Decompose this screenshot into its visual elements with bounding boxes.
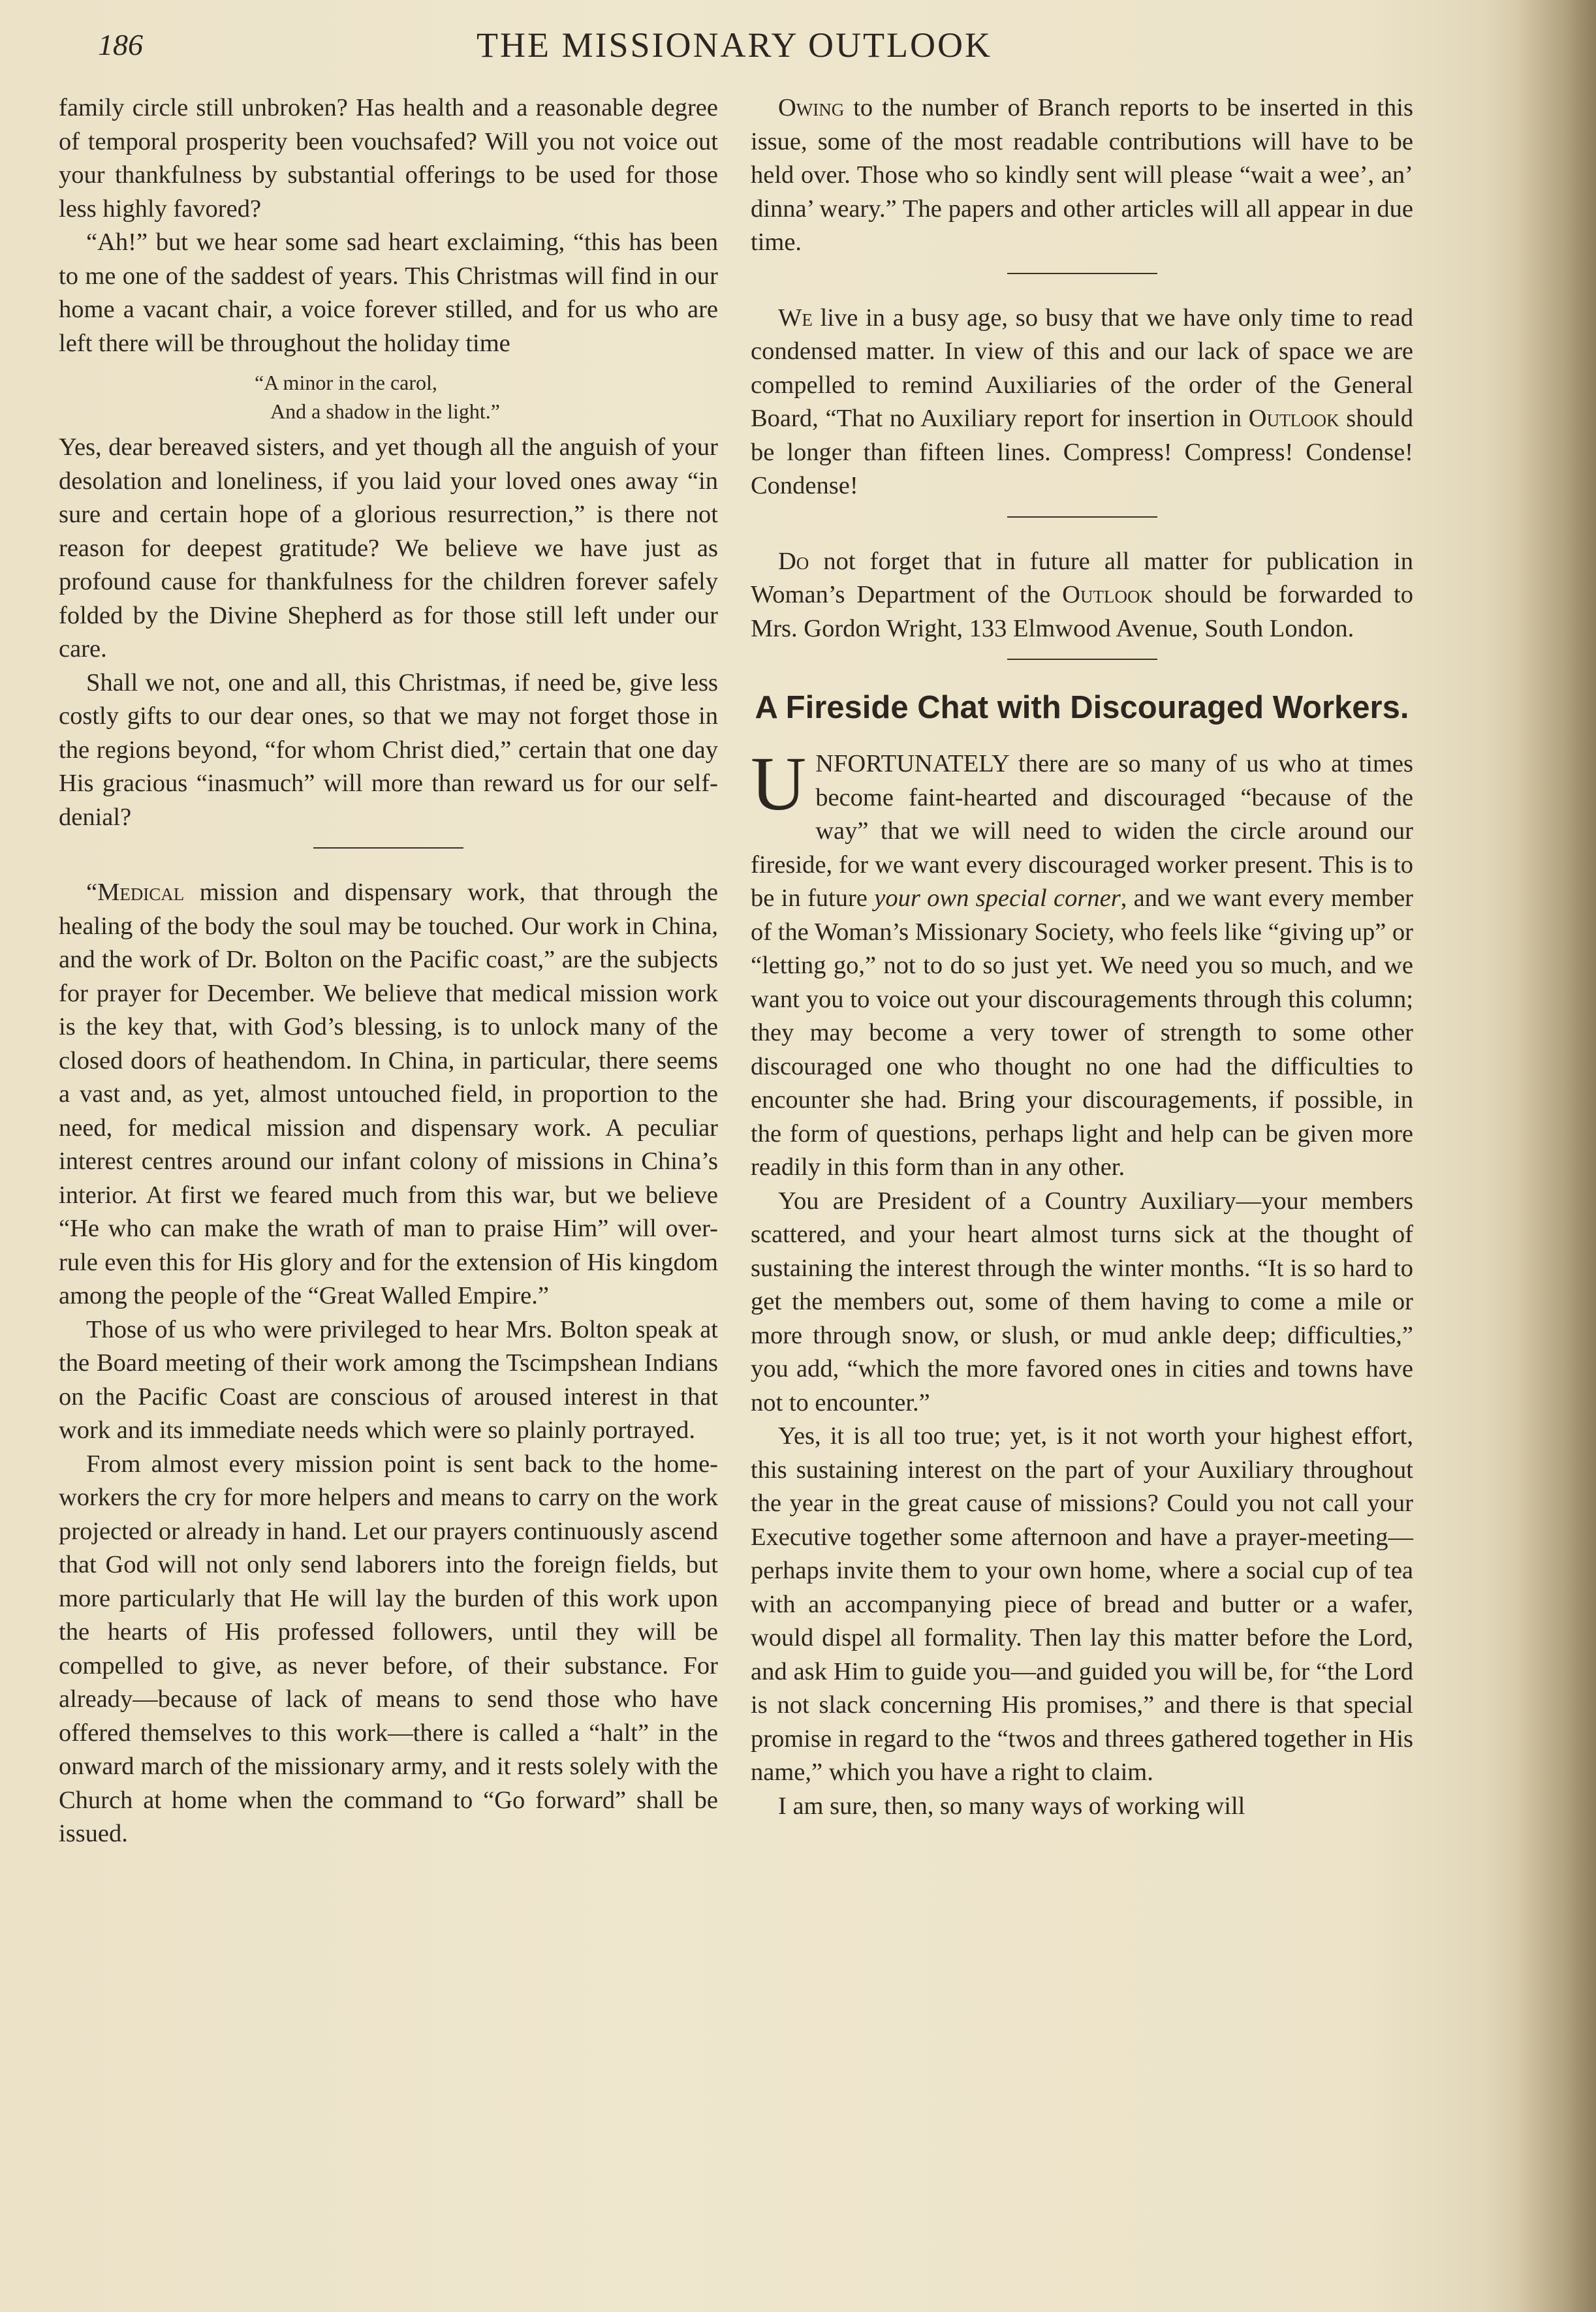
section-divider	[1007, 273, 1157, 274]
drop-cap: U	[751, 741, 807, 826]
paragraph-text: there are so many of us who at times become faint-hearted and discouraged “because of the way” that we will need to widen the circle around our fireside, for we want every discouraged worker present. This is to be in future	[751, 750, 1413, 912]
paragraph-text: , and we want every member of the Woman’s Missionary Society, who feels like “giving up” or “letting go,” not to do so just yet. We need you so much, and we want you to voice out your discouragements through this column; they may become a very tower of strength to some other discouraged one who thought no one had the difficulties to encounter she had. Bring your discouragements, if possible, in the form of questions, perhaps light and help can be given more readily in this form than in any other.	[751, 884, 1413, 1181]
lead-word: Do	[778, 547, 809, 575]
paragraph: You are President of a Country Auxiliary—your members scattered, and your heart almost turns sick at the thought of sustaining the interest through the winter months. “It is so hard to get the members out, some of them having to come a mile or more through snow, or slush, or mud ankle deep; difficulties,” you add, “which the more favored ones in cities and towns have not to encounter.”	[751, 1187, 1413, 1416]
notice-text: should be longer than fifteen lines. Compress! Compress! Condense! Condense!	[751, 405, 1413, 499]
verse-line: “A minor in the carol,	[255, 371, 437, 394]
notice	[751, 91, 1413, 260]
page-number: 186	[98, 28, 143, 61]
notice-text: live in a busy age, so busy that we have only time to read condensed matter. In view of this and our lack of space we are compelled to remind Auxiliaries of the order of the General Board, “That no Auxiliary report for insertion in	[751, 304, 1413, 432]
paragraph	[59, 876, 718, 1313]
emphasis: your own special corner	[874, 884, 1121, 912]
paragraph: I am sure, then, so many ways of working will	[778, 1792, 1245, 1820]
outlook-name: Outlook	[1062, 581, 1153, 608]
verse-quote	[255, 368, 718, 426]
lead-word: We	[778, 304, 813, 332]
notice-text: not forget that in future all matter for publication in Woman’s Department of the	[751, 547, 1413, 608]
paragraph: Yes, it is all too true; yet, is it not worth your highest effort, this sustaining interest on the part of your Auxiliary throughout the year in the great cause of missions? Could you not call your Executive together some afternoon and have a prayer-meeting—perhaps invite them to your own home, where a social cup of tea with an accompanying piece of bread and butter or a wafer, would dispel all formality. Then lay this matter before the Lord, and ask Him to guide you—and guided you will be, for “the Lord is not slack concerning His promises,” and there is that special promise in regard to the “twos and threes gathered together in His name,” which you have a right to claim.	[751, 1422, 1413, 1786]
notice	[751, 302, 1413, 503]
paragraph: family circle still unbroken? Has health and a reasonable degree of temporal prosperity been vouchsafed? Will you not voice out your thankfulness by substantial offerings to be used for those less highly favored?	[59, 94, 718, 223]
paragraph	[751, 741, 1413, 1185]
verse-line: And a shadow in the light.”	[270, 399, 500, 423]
paragraph: From almost every mission point is sent back to the home-workers the cry for more helpers and means to carry on the work projected or already in hand. Let our prayers continuously ascend that God will not only send laborers into the foreign fields, but more particularly that He will lay the burden of this work upon the hearts of His professed followers, until they will be compelled to give, as never before, of their substance. For already—because of lack of means to send those who have offered themselves to this work—there is called a “halt” in the onward march of the missionary army, and it rests solely with the Church at home when the command to “Go forward” shall be issued.	[59, 1450, 718, 1847]
right-column	[751, 91, 1413, 1823]
opening-caps: NFORTUNATELY	[815, 750, 1009, 777]
article-title: A Fireside Chat with Discouraged Workers.	[755, 690, 1409, 725]
paragraph: Those of us who were privileged to hear Mrs. Bolton speak at the Board meeting of their work among the Tscimpshean Indians on the Pacific Coast are conscious of aroused interest in that work and its immediate needs which were so plainly portrayed.	[59, 1315, 718, 1444]
paragraph: “Ah!” but we hear some sad heart exclaiming, “this has been to me one of the saddest of years. This Christmas will find in our home a vacant chair, a voice forever stilled, and for us who are left there will be throughout the holiday time	[59, 228, 718, 357]
lead-word: Owing	[778, 94, 845, 121]
notice-text: should be forwarded to Mrs. Gordon Wright, 133 Elmwood Avenue, South London.	[751, 581, 1413, 642]
paragraph: Shall we not, one and all, this Christmas, if need be, give less costly gifts to our dear ones, so that we may not forget those in the regions beyond, “for whom Christ died,” certain that one day His gracious “inasmuch” will more than reward us for our self-denial?	[59, 668, 718, 831]
left-column	[59, 91, 718, 1851]
running-title: THE MISSIONARY OUTLOOK	[477, 25, 992, 65]
section-divider	[1007, 659, 1157, 660]
paragraph: Yes, dear bereaved sisters, and yet though all the anguish of your desolation and loneliness, if you laid your loved ones away “in sure and certain hope of a glorious resurrection,” is there not reason for deepest gratitude? We believe we have just as profound cause for thankfulness for the children forever safely folded by the Divine Shepherd as for those still left under our care.	[59, 433, 718, 663]
section-divider	[313, 847, 463, 849]
binding-shadow	[1518, 0, 1596, 2312]
notice-text: to the number of Branch reports to be inserted in this issue, some of the most readable contributions will have to be held over. Those who so kindly sent will please “wait a wee’, an’ dinna’ weary.” The papers and other articles will all appear in due time.	[751, 94, 1413, 256]
outlook-name: Outlook	[1248, 405, 1339, 432]
paragraph-text: mission and dispensary work, that through the healing of the body the soul may be touched. Our work in China, and the work of Dr. Bolton on the Pacific coast,” are the subjects for prayer for December. We believe that medical mission work is the key that, with God’s blessing, is to unlock many of the closed doors of heathendom. In China, in particular, there seems a vast and, as yet, almost untouched field, in proportion to the need, for medical mission and dispensary work. A peculiar interest centres around our infant colony of missions in China’s interior. At first we feared much from this war, but we believe “He who can make the wrath of man to praise Him” will over-rule even this for His glory and for the extension of His kingdom among the people of the “Great Walled Empire.”	[59, 879, 718, 1309]
page-header	[98, 25, 1423, 70]
lead-word: “Medical	[86, 879, 185, 906]
section-divider	[1007, 516, 1157, 518]
notice	[751, 545, 1413, 646]
